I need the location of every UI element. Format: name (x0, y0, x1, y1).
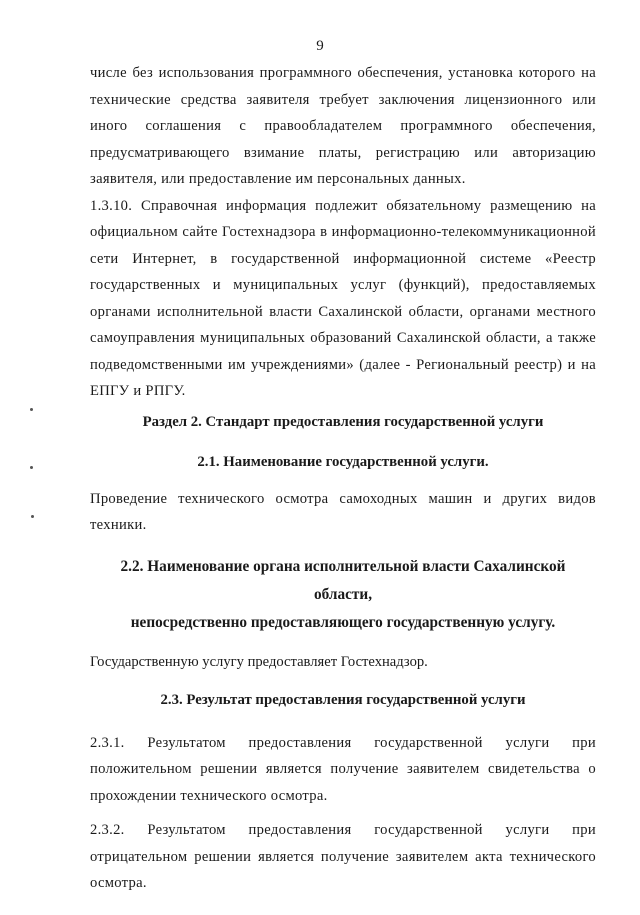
heading-2-1: 2.1. Наименование государственной услуги. (197, 454, 489, 470)
heading-2-3: 2.3. Результат предоставления государственной услуги (160, 692, 526, 708)
paragraph-2-3-1: 2.3.1. Результатом предоставления государственной услуги при положительном решении является получение заявителем свидетельства о прохождении технического осмотра. (90, 734, 596, 804)
page-number: 9 (316, 38, 324, 54)
heading-2-2-line-2: непосредственно предоставляющего государственную услугу. (130, 613, 556, 631)
paragraph-provider: Государственную услугу предоставляет Гостехнадзор. (90, 653, 428, 670)
scan-artifact-dot (31, 515, 34, 518)
paragraph-service-name: Проведение технического осмотра самоходных машин и других видов техники. (90, 490, 596, 533)
paragraph-software-condition: числе без использования программного обеспечения, установка которого на технические средства заявителя требует заключения лицензионного или иного соглашения с правообладателем программного обеспечения, предусматривающего взимание платы, регистрацию или авторизацию заявителя, или предоставление им персональных данных. (90, 65, 596, 187)
heading-2-2-line-1: 2.2. Наименование органа исполнительной власти Сахалинской области, (120, 557, 566, 603)
paragraph-1-3-10: 1.3.10. Справочная информация подлежит обязательному размещению на официальном сайте Гостехнадзора в информационно-телекоммуникационной сети Интернет, в государственной информационной системе «Реестр государственных и муниципальных услуг (функций), предоставляемых органами исполнительной власти Сахалинской области, органами местного самоуправления муниципальных образований Сахалинской области, а также подведомственными им учреждениями» (далее - Региональный реестр) и на ЕПГУ и РПГУ. (90, 197, 596, 399)
scan-artifact-dot (30, 466, 33, 469)
section-2-heading: Раздел 2. Стандарт предоставления государственной услуги (142, 413, 544, 430)
paragraph-2-3-2: 2.3.2. Результатом предоставления государственной услуги при отрицательном решении является получение заявителем акта технического осмотра. (90, 822, 596, 891)
scan-artifact-dot (30, 408, 33, 411)
heading-2-2 (90, 553, 596, 637)
document-body (90, 60, 596, 897)
